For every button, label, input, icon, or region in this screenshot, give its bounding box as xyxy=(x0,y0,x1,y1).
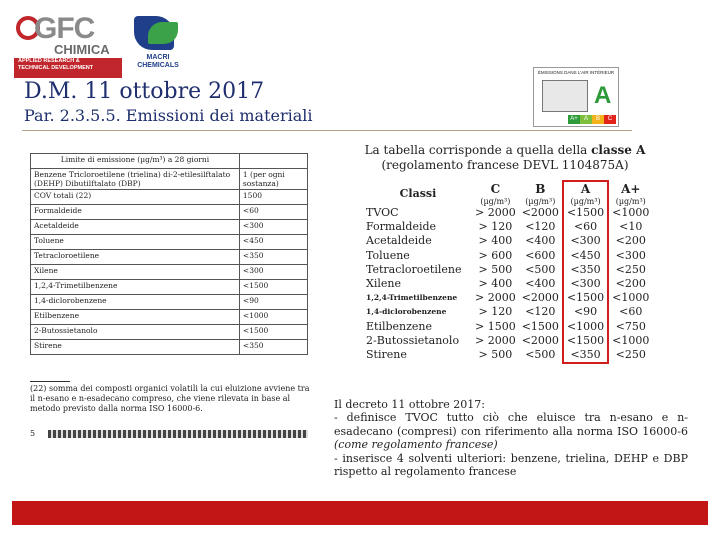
class-value-cell: <200 xyxy=(615,277,646,291)
emission-label-badge: ÉMISSIONS DANS L'AIR INTÉRIEUR A A+ A B C xyxy=(533,67,619,127)
substance-cell: Formaldeide xyxy=(31,205,240,220)
logo-mark: GFC xyxy=(34,12,95,45)
class-value-cell: <2000 xyxy=(521,333,559,347)
table-row xyxy=(364,277,652,291)
limit-cell: <350 xyxy=(239,340,307,355)
divider xyxy=(22,130,632,131)
class-value-cell: <350 xyxy=(563,263,608,277)
class-value-cell: <120 xyxy=(525,305,556,319)
logo-sub: CHIMICA xyxy=(54,42,110,57)
class-value-cell: > 600 xyxy=(478,248,513,262)
table-row xyxy=(31,295,308,310)
table-row xyxy=(364,206,652,220)
class-value-cell: <120 xyxy=(525,220,556,234)
substance-name: Xilene xyxy=(366,277,401,291)
table-row xyxy=(31,190,308,205)
class-value-cell: > 400 xyxy=(478,234,513,248)
class-value-cell: > 2000 xyxy=(475,333,516,347)
class-value-cell: <600 xyxy=(525,248,556,262)
class-value-cell: <1500 xyxy=(563,291,608,305)
class-value-cell: > 500 xyxy=(478,262,513,276)
table-row xyxy=(364,291,652,305)
substance-name: Tetracloroetilene xyxy=(366,262,462,276)
class-value-cell: <1500 xyxy=(521,319,559,333)
class-value-cell: <60 xyxy=(563,220,608,234)
classes-table: Classi C B A A+ (µg/m³) (µg/m³) (µg/m³) (µg/m³) TVOC > 2000 <2000 <1500 <1000 Formaldeide > 120 <120 <60 <10 Acetaldeide > 400 <400 <300 <200 Toluene > 600 <600 <450 <300 Tetracloroetilene > 500 <500 <350 <250 Xilene > 400 <400 <300 <200 1,2,4-Trimetilbenzene > 2000 <2000 <1500 <1000 1,4-diclorobenzene > 120 <120 <90 <60 Etilbenzene > 1500 <1500 <1000 <750 2-Butossietanolo > 2000 <2000 <1500 <1000 Stirene > 500 <500 <350 <250 xyxy=(364,180,652,364)
class-value-cell: <2000 xyxy=(521,206,559,220)
class-value-cell: > 120 xyxy=(478,220,513,234)
class-value-cell: <2000 xyxy=(521,291,559,305)
limit-cell: <350 xyxy=(239,250,307,265)
class-value-cell: <750 xyxy=(615,319,646,333)
substance-cell: Etilbenzene xyxy=(31,310,240,325)
gfc-chimica-logo xyxy=(14,12,122,74)
limit-cell: <60 xyxy=(239,205,307,220)
table-row xyxy=(364,249,652,263)
table-row xyxy=(31,220,308,235)
class-value-cell: <10 xyxy=(619,220,643,234)
class-value-cell: <1000 xyxy=(612,333,650,347)
table-row xyxy=(31,205,308,220)
limit-cell: <300 xyxy=(239,265,307,280)
class-value-cell: <1500 xyxy=(563,206,608,220)
class-value-cell: <90 xyxy=(563,305,608,319)
table-row xyxy=(31,310,308,325)
limit-cell: <450 xyxy=(239,235,307,250)
class-value-cell: <250 xyxy=(615,262,646,276)
table-row xyxy=(364,234,652,248)
table-row xyxy=(364,220,652,234)
page-subtitle: Par. 2.3.5.5. Emissioni dei materiali xyxy=(24,106,313,125)
class-value-cell: <300 xyxy=(563,234,608,248)
limit-cell: <1500 xyxy=(239,325,307,340)
table-row xyxy=(31,325,308,340)
limit-cell: 1500 xyxy=(239,190,307,205)
substance-cell: COV totali (22) xyxy=(31,190,240,205)
substance-name: 2-Butossietanolo xyxy=(366,333,460,347)
table-caption: La tabella corrisponde a quella della classe A (regolamento francese DEVL 1104875A) xyxy=(364,143,646,172)
macri-chemicals-logo: MACRI CHEMICALS xyxy=(128,14,186,70)
class-value-cell: > 500 xyxy=(478,348,513,362)
substance-cell: 1,2,4-Trimetilbenzene xyxy=(31,280,240,295)
decree-note: Il decreto 11 ottobre 2017: - definisce TVOC tutto ciò che eluisce tra n-esano e n-esadecano (compresi) con riferimento alla norma ISO 16000-6 (come regolamento francese) - inserisce 4 solventi ulteriori: benzene, trielina, DEHP e DBP rispetto al regolamento francese xyxy=(334,398,688,479)
classi-header: Classi xyxy=(399,187,437,200)
substance-cell: Tetracloroetilene xyxy=(31,250,240,265)
substance-name: Stirene xyxy=(366,348,407,362)
table-row xyxy=(364,320,652,334)
scanned-footnote-strip: 5 xyxy=(30,426,310,440)
class-value-cell: <450 xyxy=(563,249,608,263)
substance-cell: Benzene Tricloroetilene (trielina) di-2-etilesilftalato (DEHP) Dibutilftalato (DBP) xyxy=(31,169,240,190)
limit-cell: <1000 xyxy=(239,310,307,325)
class-value-cell: <200 xyxy=(615,234,646,248)
footnote: (22) somma dei composti organici volatili la cui eluizione avviene tra il n-esano e n-esadecano compreso, che viene rilevata in base al metodo previsto dalla norma ISO 16000-6. xyxy=(30,384,310,413)
substance-cell: 2-Butossietanolo xyxy=(31,325,240,340)
substance-name: 1,2,4-Trimetilbenzene xyxy=(366,293,458,303)
table-row xyxy=(31,169,308,190)
limit-cell: <1500 xyxy=(239,280,307,295)
table-row xyxy=(31,280,308,295)
class-value-cell: <1500 xyxy=(563,334,608,348)
class-value-cell: <1000 xyxy=(563,320,608,334)
class-value-cell: <1000 xyxy=(612,291,650,305)
substance-name: Toluene xyxy=(366,248,410,262)
class-value-cell: <400 xyxy=(525,234,556,248)
logo-band: APPLIED RESEARCH & TECHNICAL DEVELOPMENT xyxy=(14,58,122,78)
table-row xyxy=(364,305,652,319)
class-value-cell: <60 xyxy=(619,305,643,319)
class-value-cell: > 120 xyxy=(478,305,513,319)
substance-cell: Toluene xyxy=(31,235,240,250)
grade-letter: A xyxy=(594,82,612,109)
substance-cell: Xilene xyxy=(31,265,240,280)
substance-name: Acetaldeide xyxy=(366,234,432,248)
class-value-cell: <250 xyxy=(615,348,646,362)
footer-bar xyxy=(12,501,708,525)
substance-name: Formaldeide xyxy=(366,220,437,234)
class-value-cell: <500 xyxy=(525,262,556,276)
table-row xyxy=(364,263,652,277)
substance-cell: Acetaldeide xyxy=(31,220,240,235)
substance-cell: 1,4-diclorobenzene xyxy=(31,295,240,310)
limit-cell: <300 xyxy=(239,220,307,235)
class-value-cell: <1000 xyxy=(612,206,650,220)
table-row xyxy=(364,334,652,348)
class-value-cell: <300 xyxy=(615,248,646,262)
decree-limits-table: Limite di emissione (µg/m³) a 28 giorni Benzene Tricloroetilene (trielina) di-2-etilesilftalato (DEHP) Dibutilftalato (DBP) 1 (per ogni sostanza) COV totali (22) 1500 Formaldeide <60 Acetaldeide <300 Toluene <450 Tetracloroetilene <350 Xilene <300 1,2,4-Trimetilbenzene <1500 1,4-diclorobenzene <90 Etilbenzene <1000 2-Butossietanolo <1500 Stirene <350 xyxy=(30,153,308,355)
class-value-cell: <350 xyxy=(563,348,608,363)
table-row xyxy=(364,348,652,363)
class-value-cell: <500 xyxy=(525,348,556,362)
class-value-cell: > 400 xyxy=(478,277,513,291)
class-value-cell: > 2000 xyxy=(475,206,516,220)
substance-name: Etilbenzene xyxy=(366,319,433,333)
substance-cell: Stirene xyxy=(31,340,240,355)
table-row xyxy=(31,265,308,280)
table-row xyxy=(31,340,308,355)
page-title: D.M. 11 ottobre 2017 xyxy=(24,79,265,104)
table-row xyxy=(31,250,308,265)
class-value-cell: > 1500 xyxy=(475,319,516,333)
limit-cell: 1 (per ogni sostanza) xyxy=(239,169,307,190)
class-value-cell: <400 xyxy=(525,277,556,291)
house-icon xyxy=(542,80,588,112)
class-value-cell: > 2000 xyxy=(475,291,516,305)
substance-name: TVOC xyxy=(366,206,399,220)
grade-scale: A+ A B C xyxy=(568,115,616,124)
footnote-rule xyxy=(30,381,70,382)
limit-cell: <90 xyxy=(239,295,307,310)
class-value-cell: <300 xyxy=(563,277,608,291)
substance-name: 1,4-diclorobenzene xyxy=(366,307,447,317)
table-row xyxy=(31,235,308,250)
